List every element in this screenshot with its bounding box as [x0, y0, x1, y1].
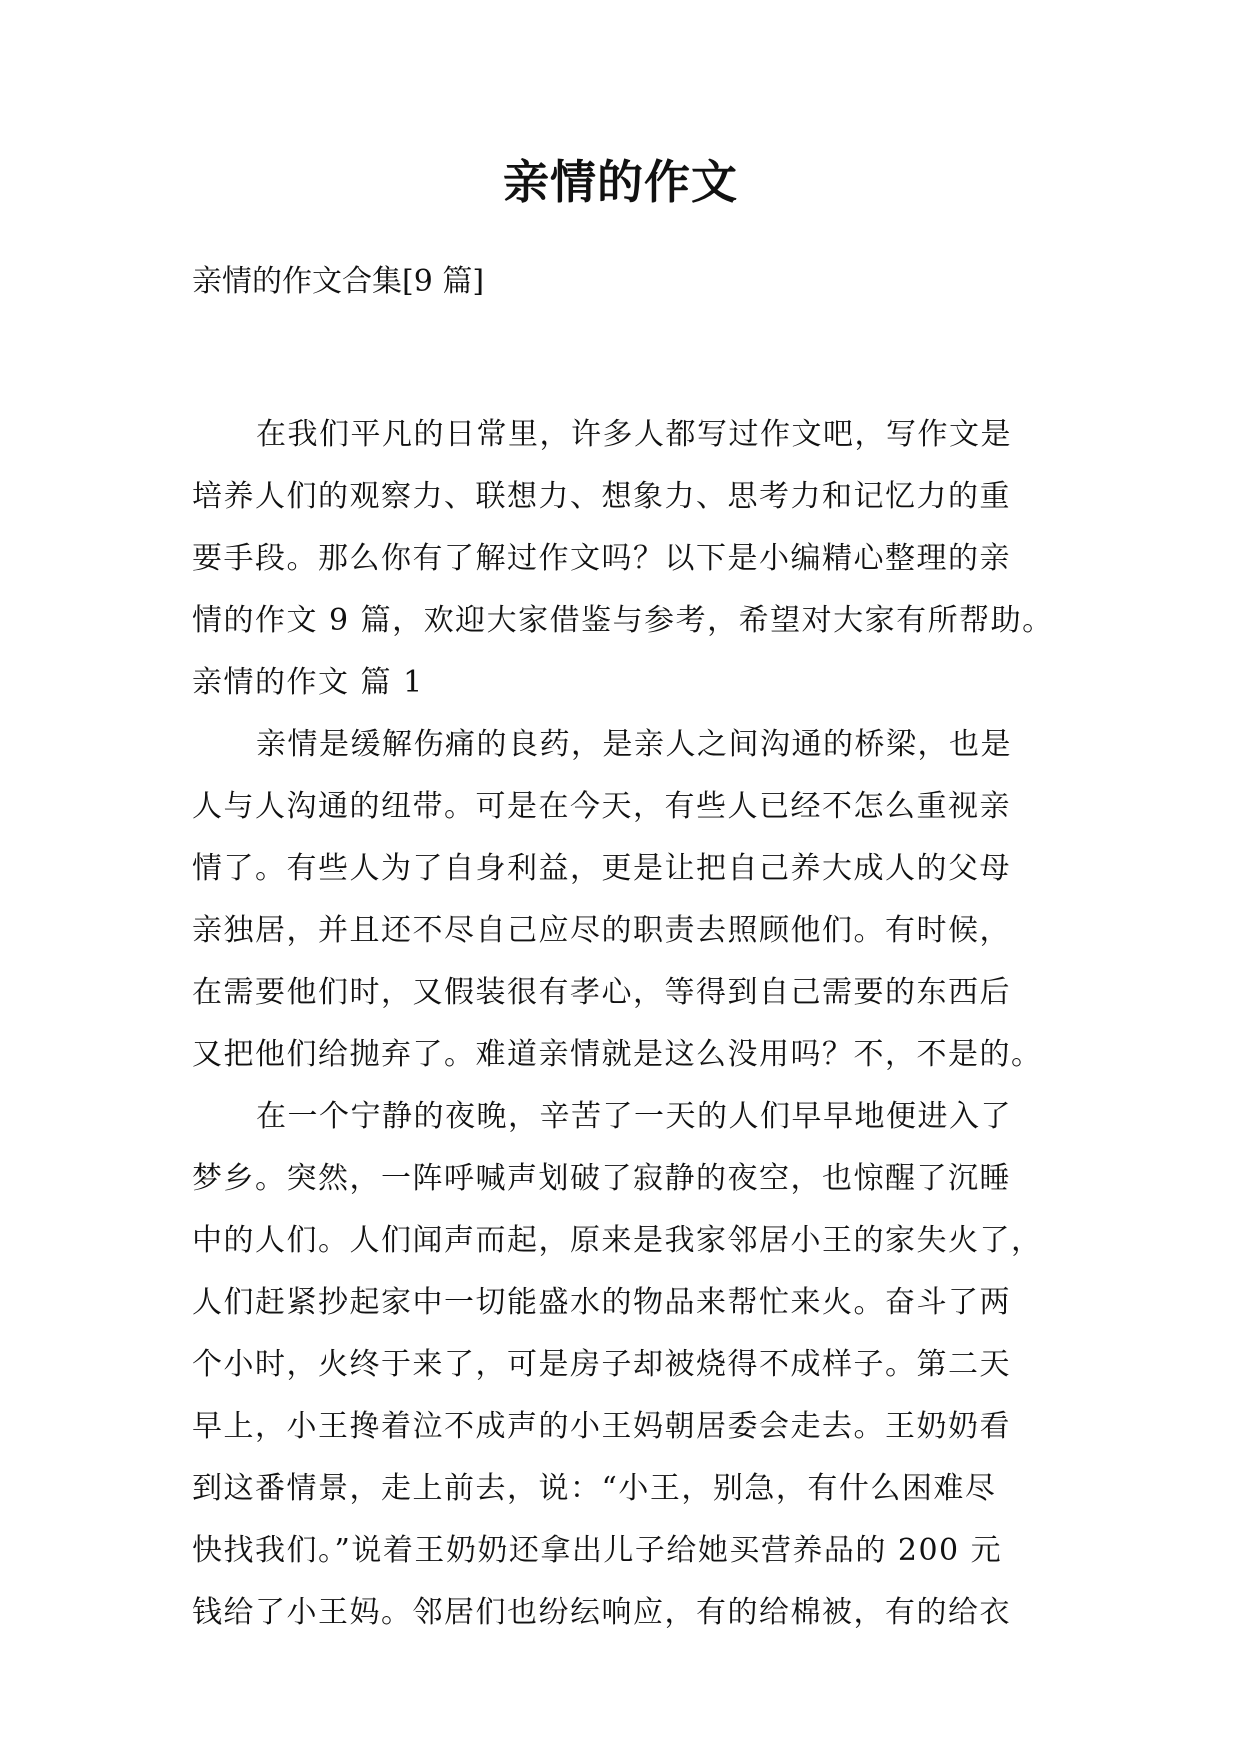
paragraph-line: 要手段。那么你有了解过作文吗？以下是小编精心整理的亲: [192, 541, 1011, 576]
paragraph-line: 中的人们。人们闻声而起，原来是我家邻居小王的家失火了，: [192, 1223, 1043, 1258]
paragraph-line: 亲独居，并且还不尽自己应尽的职责去照顾他们。有时候，: [192, 913, 1011, 948]
paragraph-line: 人与人沟通的纽带。可是在今天，有些人已经不怎么重视亲: [192, 789, 1011, 824]
paragraph-line: 又把他们给抛弃了。难道亲情就是这么没用吗？不，不是的。: [192, 1037, 1043, 1072]
paragraph-line: 人们赶紧抄起家中一切能盛水的物品来帮忙来火。奋斗了两: [192, 1285, 1011, 1320]
paragraph-line: 在我们平凡的日常里，许多人都写过作文吧，写作文是: [256, 417, 1012, 452]
document-title: 亲情的作文: [503, 155, 738, 209]
paragraph-line: 亲情是缓解伤痛的良药，是亲人之间沟通的桥梁，也是: [256, 727, 1012, 762]
paragraph-line: 情的作文 9 篇，欢迎大家借鉴与参考，希望对大家有所帮助。: [192, 603, 1054, 638]
paragraph-line: 在需要他们时，又假装很有孝心，等得到自己需要的东西后: [192, 975, 1011, 1010]
paragraph-line: 个小时，火终于来了，可是房子却被烧得不成样子。第二天: [192, 1347, 1011, 1382]
section-heading: 亲情的作文 篇 1: [192, 665, 424, 700]
paragraph-line: 培养人们的观察力、联想力、想象力、思考力和记忆力的重: [192, 479, 1011, 514]
paragraph-line: 早上，小王搀着泣不成声的小王妈朝居委会走去。王奶奶看: [192, 1409, 1011, 1444]
paragraph-line: 梦乡。突然，一阵呼喊声划破了寂静的夜空，也惊醒了沉睡: [192, 1161, 1011, 1196]
paragraph-line: 到这番情景，走上前去，说：“小王，别急，有什么困难尽: [192, 1471, 997, 1506]
document-subtitle: 亲情的作文合集[9 篇]: [192, 264, 485, 299]
paragraph-line: 钱给了小王妈。邻居们也纷纭响应，有的给棉被，有的给衣: [192, 1595, 1011, 1630]
paragraph-line: 在一个宁静的夜晚，辛苦了一天的人们早早地便进入了: [256, 1099, 1012, 1134]
document-body: [192, 404, 1072, 1644]
paragraph-line: 快找我们。”说着王奶奶还拿出儿子给她买营养品的 200 元: [192, 1533, 1003, 1568]
paragraph-line: 情了。有些人为了自身利益，更是让把自己养大成人的父母: [192, 851, 1011, 886]
